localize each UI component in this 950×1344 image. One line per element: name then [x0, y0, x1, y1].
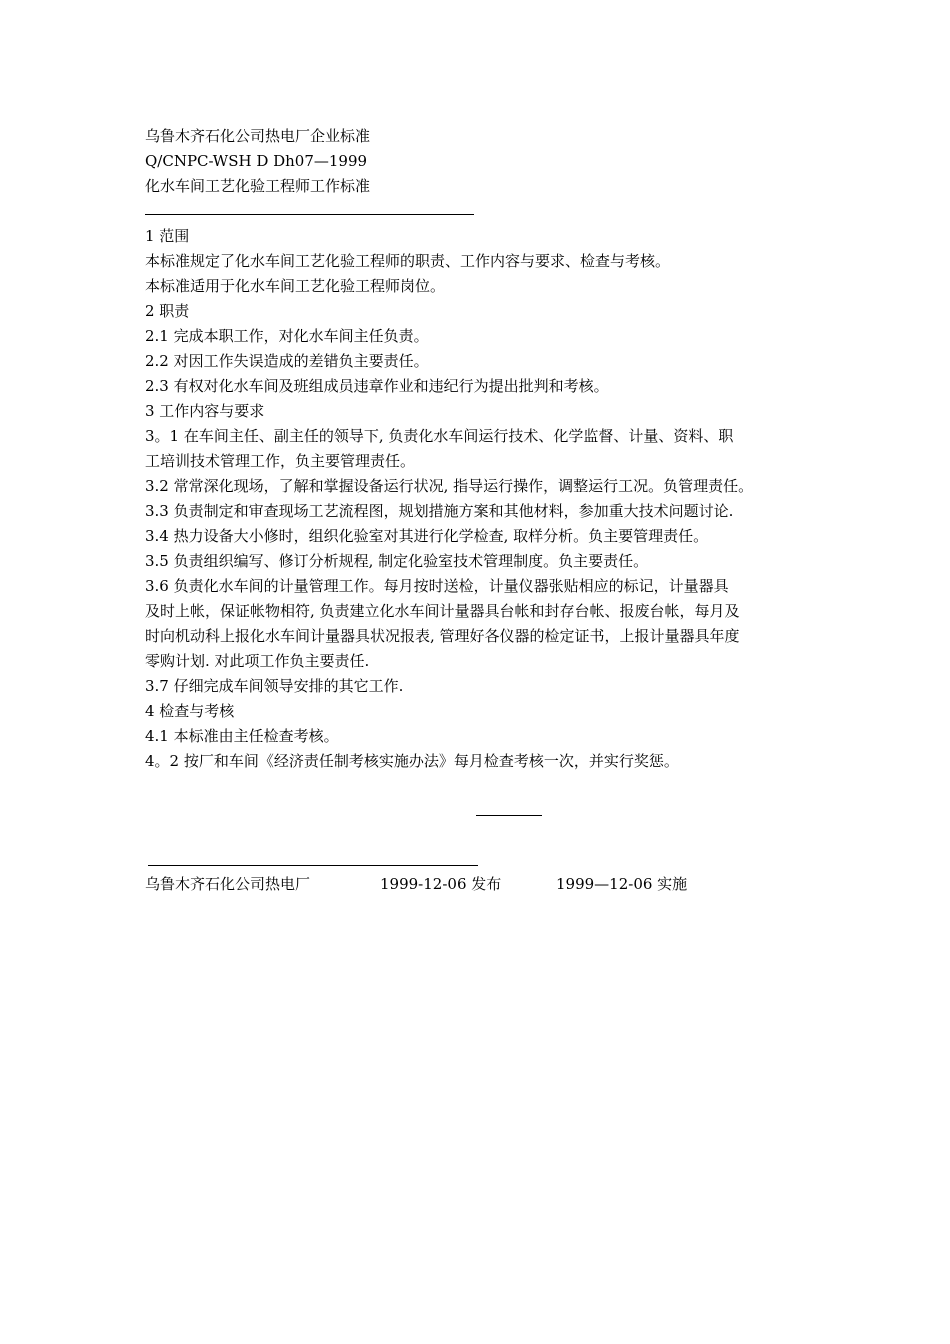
body-line: 本标准适用于化水车间工艺化验工程师岗位。 — [145, 277, 446, 295]
body-line: 4.1 本标准由主任检查考核。 — [145, 727, 339, 745]
body-line: 3.4 热力设备大小修时，组织化验室对其进行化学检查, 取样分析。负主要管理责任。 — [145, 527, 709, 545]
body-line: 3.3 负责制定和审查现场工艺流程图，规划措施方案和其他材料，参加重大技术问题讨论. — [145, 502, 734, 520]
body-line: 时向机动科上报化水车间计量器具状况报表, 管理好各仪器的检定证书，上报计量器具年度 — [145, 627, 740, 645]
body-line: 及时上帐，保证帐物相符, 负责建立化水车间计量器具台帐和封存台帐、报废台帐，每月及 — [145, 602, 740, 620]
body-line: 3.6 负责化水车间的计量管理工作。每月按时送检，计量仪器张贴相应的标记，计量器具 — [145, 577, 729, 595]
end-mark-rule — [476, 815, 542, 816]
footer-issue-date: 1999-12-06 发布 — [380, 875, 502, 893]
footer-effective-date: 1999—12-06 实施 — [556, 875, 688, 893]
body-line: 3.5 负责组织编写、修订分析规程, 制定化验室技术管理制度。负主要责任。 — [145, 552, 649, 570]
company-standard-heading: 乌鲁木齐石化公司热电厂企业标准 — [145, 127, 371, 145]
footer-divider — [148, 865, 478, 866]
section-4-heading: 4 检查与考核 — [145, 702, 235, 720]
footer-issuer: 乌鲁木齐石化公司热电厂 — [145, 875, 311, 893]
body-line: 4。2 按厂和车间《经济责任制考核实施办法》每月检查考核一次，并实行奖惩。 — [145, 752, 679, 770]
section-2-heading: 2 职责 — [145, 302, 190, 320]
body-line: 2.3 有权对化水车间及班组成员违章作业和违纪行为提出批判和考核。 — [145, 377, 609, 395]
body-line: 2.2 对因工作失误造成的差错负主要责任。 — [145, 352, 429, 370]
standard-code: Q/CNPC-WSH D Dh07—1999 — [145, 152, 368, 170]
header-divider — [145, 214, 474, 215]
section-1-heading: 1 范围 — [145, 227, 190, 245]
body-line: 3。1 在车间主任、副主任的领导下, 负责化水车间运行技术、化学监督、计量、资料、职 — [145, 427, 734, 445]
body-line: 2.1 完成本职工作，对化水车间主任负责。 — [145, 327, 429, 345]
document-title: 化水车间工艺化验工程师工作标准 — [145, 177, 371, 195]
body-line: 3.2 常常深化现场，了解和掌握设备运行状况, 指导运行操作，调整运行工况。负管理责任。 — [145, 477, 754, 495]
body-line: 工培训技术管理工作，负主要管理责任。 — [145, 452, 416, 470]
body-line: 零购计划. 对此项工作负主要责任. — [145, 652, 370, 670]
body-line: 3.7 仔细完成车间领导安排的其它工作. — [145, 677, 404, 695]
section-3-heading: 3 工作内容与要求 — [145, 402, 265, 420]
body-line: 本标准规定了化水车间工艺化验工程师的职责、工作内容与要求、检查与考核。 — [145, 252, 671, 270]
